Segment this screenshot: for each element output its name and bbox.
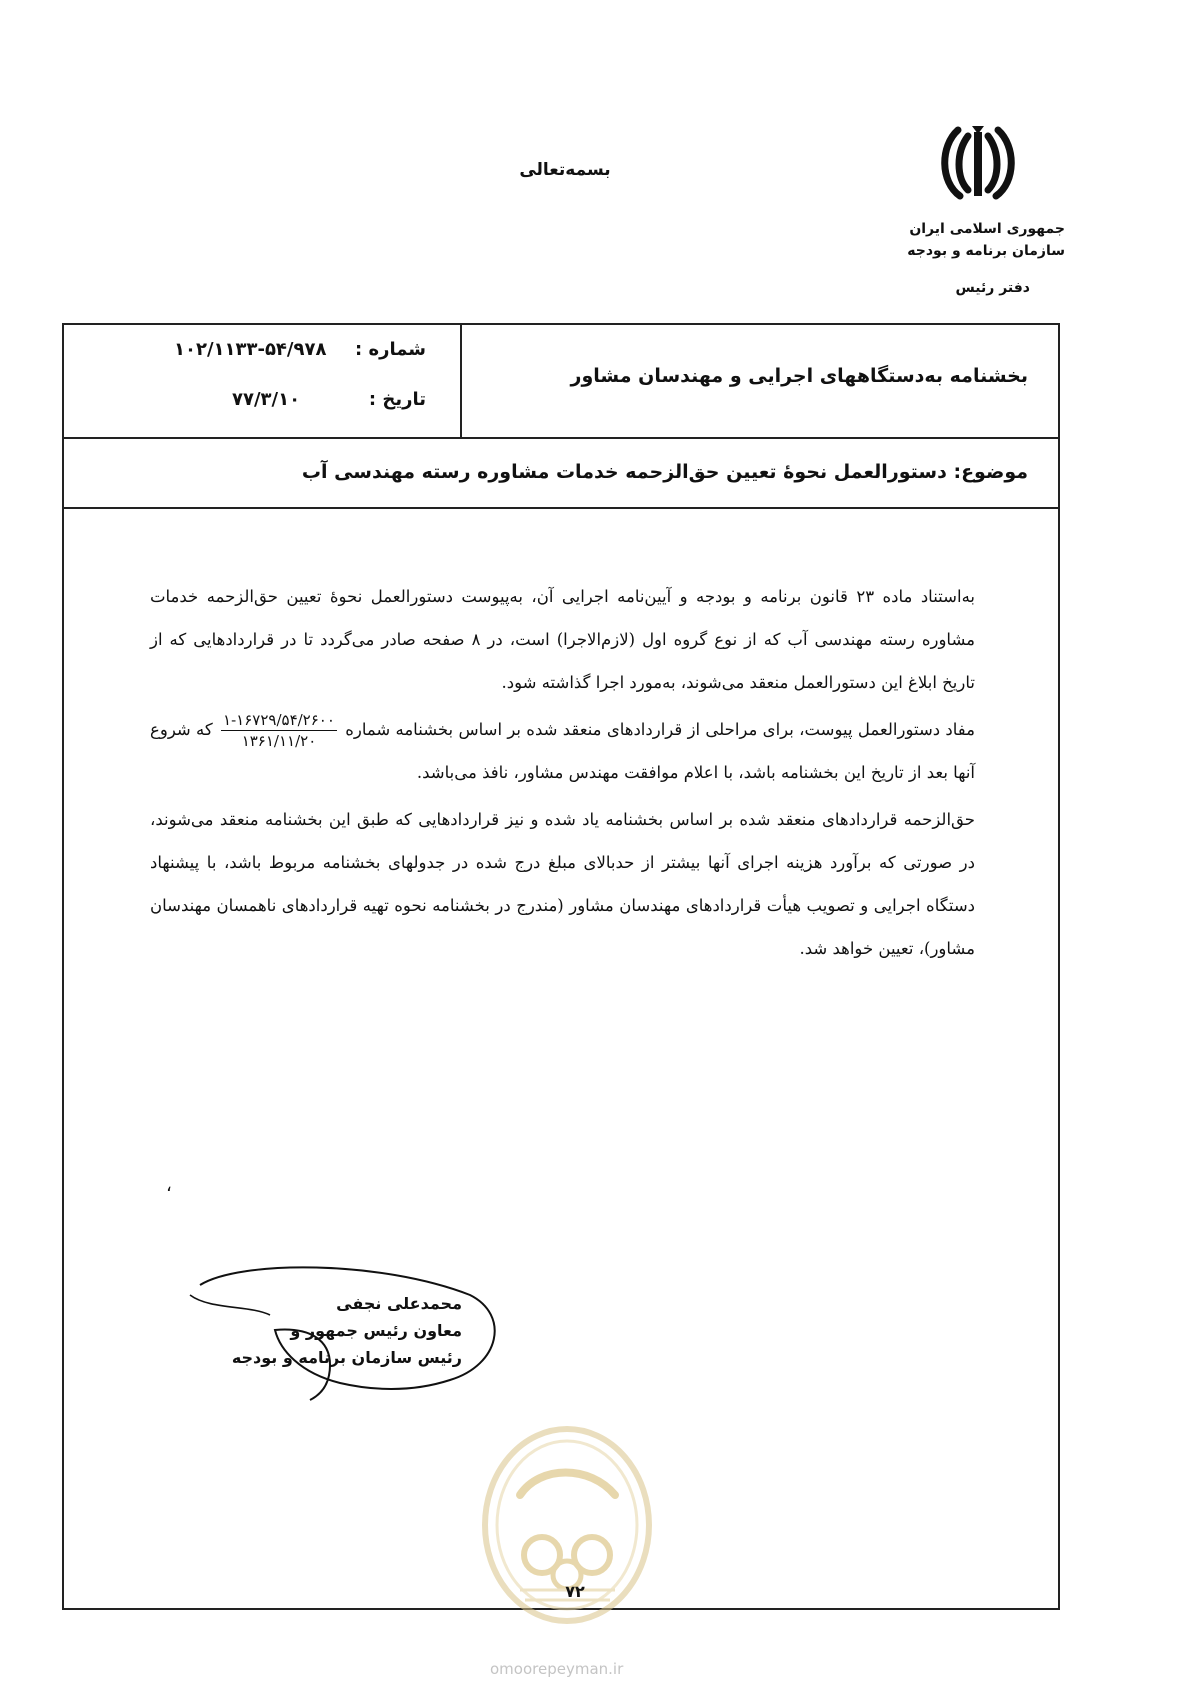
circular-number: ۱-۱۶۷۲۹/۵۴/۲۶۰۰	[223, 711, 335, 729]
header-row	[64, 325, 1058, 439]
organization-name	[907, 218, 1065, 262]
signer-title-1: معاون رئیس جمهور و	[290, 1321, 462, 1340]
column-divider	[460, 325, 462, 439]
circular-number-fraction	[221, 710, 337, 751]
body-paragraph-1: به‌استناد ماده ۲۳ قانون برنامه و بودجه و آیین‌نامه اجرایی آن، به‌پیوست دستورالعمل نحوهٔ تعیین حق‌الزحمه خدمات مشاوره رسته مهندسی آب که از نوع گروه اول (لازم‌الاجرا) است، در ۸ صفحه صادر می‌گردد تا در قراردادهایی که از تاریخ ابلاغ این دستورالعمل منعقد می‌شوند، به‌مورد اجرا گذاشته شود.	[150, 587, 976, 692]
stray-mark: ،	[166, 1175, 172, 1196]
letter-body	[150, 575, 975, 970]
letter-date-label: تاریخ :	[368, 389, 426, 410]
footer-site-url: omoorepeyman.ir	[490, 1660, 624, 1678]
subject-row	[64, 439, 1058, 509]
signer-title-2: رئیس سازمان برنامه و بودجه	[231, 1348, 462, 1367]
invocation-heading: بسمه‌تعالی	[519, 160, 611, 180]
office-name: دفتر رئیس	[955, 280, 1030, 296]
signer-name: محمدعلی نجفی	[336, 1294, 462, 1313]
signature-block	[232, 1290, 462, 1371]
paragraph-2-after: که شروع آنها بعد از تاریخ این بخشنامه باشد، با اعلام موافقت مهندس مشاور، نافذ می‌باشد.	[150, 720, 975, 782]
body-paragraph-2	[150, 708, 975, 794]
letter-number-value: ۱۰۲/۱۱۳۳-۵۴/۹۷۸	[174, 339, 327, 360]
org-line-1: جمهوری اسلامی ایران	[909, 221, 1065, 237]
recipient-line: بخشنامه به‌دستگاههای اجرایی و مهندسان مشاور	[570, 365, 1028, 387]
org-line-2: سازمان برنامه و بودجه	[907, 243, 1065, 259]
subject-line: موضوع: دستورالعمل نحوهٔ تعیین حق‌الزحمه خدمات مشاوره رسته مهندسی آب	[301, 461, 1028, 483]
letter-number-label: شماره :	[355, 339, 426, 360]
iran-emblem-icon	[928, 112, 1028, 212]
circular-date: ۱۳۶۱/۱۱/۲۰	[241, 732, 317, 750]
body-paragraph-3: حق‌الزحمه قراردادهای منعقد شده بر اساس بخشنامه یاد شده و نیز قراردادهایی که طبق این بخشنامه منعقد می‌شوند، در صورتی که برآورد هزینه اجرای آنها بیشتر از حدبالای مبلغ درج شده در جدولهای بخشنامه مربوط باشد، با پیشنهاد دستگاه اجرایی و تصویب هیأت قراردادهای مهندسان مشاور (مندرج در بخشنامه نحوه تهیه قراردادهای ناهمسان مهندسان مشاور)، تعیین خواهد شد.	[150, 810, 975, 958]
letter-date-value: ۷۷/۳/۱۰	[232, 389, 301, 410]
page-number: ۷۲	[565, 1582, 585, 1601]
paragraph-2-before: مفاد دستورالعمل پیوست، برای مراحلی از قراردادهای منعقد شده بر اساس بخشنامه شماره	[345, 720, 975, 739]
